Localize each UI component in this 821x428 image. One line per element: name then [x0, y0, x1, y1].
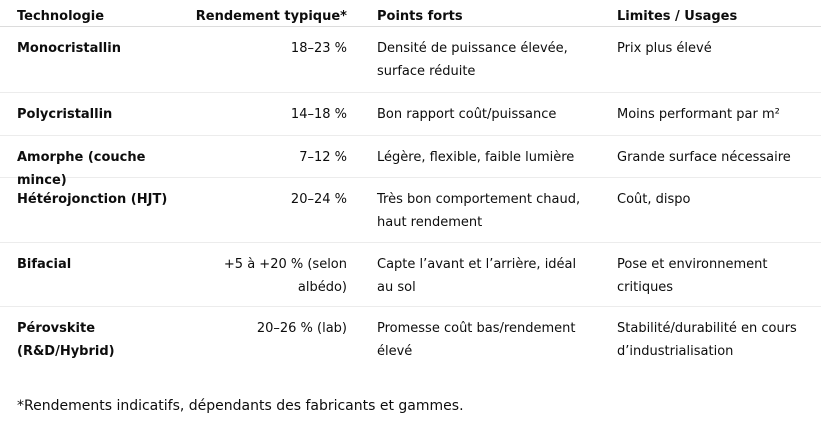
- cell-rendement: 7–12 %: [299, 150, 347, 165]
- cell-points-forts: Densité de puissance élevée, surface réduite: [377, 41, 568, 79]
- table-header-row: [0, 0, 821, 27]
- footnote: *Rendements indicatifs, dépendants des fabricants et gammes.: [17, 398, 464, 414]
- header-limites: Limites / Usages: [617, 9, 738, 24]
- cell-rendement: 20–24 %: [290, 192, 347, 207]
- cell-technologie: Polycristallin: [17, 107, 113, 122]
- header-technologie: Technologie: [17, 9, 105, 24]
- cell-points-forts: Bon rapport coût/puissance: [377, 107, 557, 122]
- cell-technologie: Bifacial: [17, 257, 72, 272]
- table-row: [0, 178, 821, 243]
- header-rendement: Rendement typique*: [195, 9, 347, 24]
- cell-points-forts: Promesse coût bas/rendement élevé: [377, 321, 576, 359]
- cell-technologie: Hétérojonction (HJT): [17, 192, 168, 207]
- table-row: [0, 243, 821, 307]
- cell-limites: Coût, dispo: [617, 192, 691, 207]
- cell-technologie: Pérovskite (R&D/Hybrid): [17, 321, 115, 359]
- header-points-forts: Points forts: [377, 9, 463, 24]
- cell-limites: Prix plus élevé: [617, 41, 712, 56]
- cell-points-forts: Très bon comportement chaud, haut rendement: [377, 192, 581, 230]
- cell-points-forts: Légère, flexible, faible lumière: [377, 150, 575, 165]
- cell-technologie: Amorphe (couche mince): [17, 150, 146, 188]
- table-row: [0, 136, 821, 188]
- table-row: [0, 307, 821, 371]
- cell-limites: Grande surface nécessaire: [617, 150, 791, 165]
- cell-rendement: 20–26 % (lab): [256, 321, 347, 336]
- cell-limites: Pose et environnement critiques: [617, 257, 768, 295]
- cell-rendement: 18–23 %: [290, 41, 347, 56]
- cell-technologie: Monocristallin: [17, 41, 121, 56]
- cell-points-forts: Capte l’avant et l’arrière, idéal au sol: [377, 257, 577, 295]
- cell-rendement: +5 à +20 % (selon albédo): [223, 257, 347, 295]
- table-row: [0, 93, 821, 136]
- table-row: [0, 27, 821, 93]
- cell-rendement: 14–18 %: [290, 107, 347, 122]
- cell-limites: Moins performant par m²: [617, 107, 780, 122]
- cell-limites: Stabilité/durabilité en cours d’industrialisation: [617, 321, 797, 359]
